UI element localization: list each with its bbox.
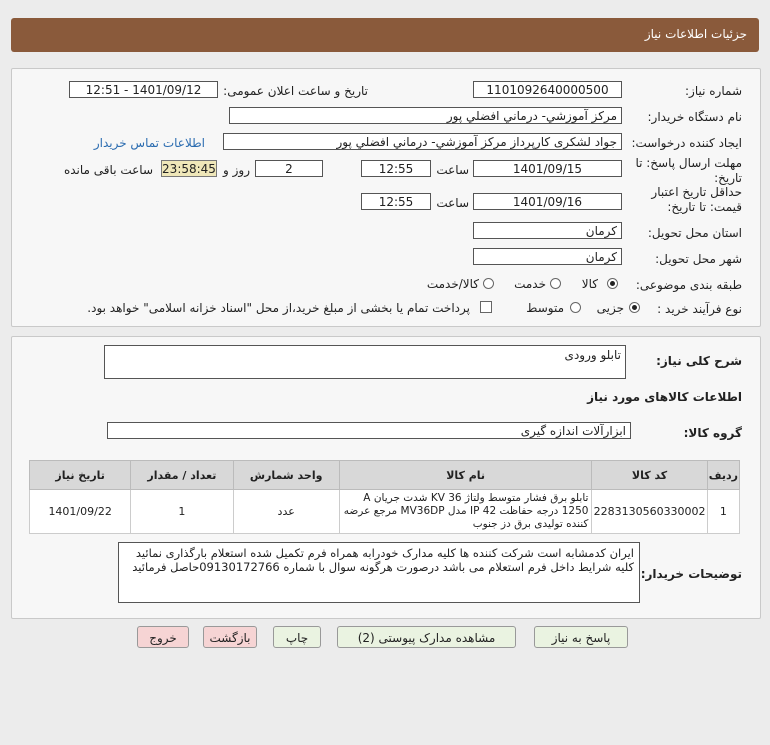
category-label: طبقه بندی موضوعی: (635, 278, 742, 292)
days-field[interactable]: 2 (255, 160, 323, 177)
cell-code: 2283130560330002 (592, 490, 707, 534)
goods-table-header (30, 461, 740, 490)
goods-table (29, 460, 740, 534)
goods-info-title: اطلاعات کالاهای مورد نیاز (587, 390, 742, 404)
days-label: روز و (223, 163, 250, 177)
category-both-label: کالا/خدمت (426, 277, 479, 291)
category-goods-label: کالا (581, 277, 598, 291)
col-name-header: نام کالا (339, 461, 592, 490)
purchase-medium-radio[interactable] (570, 302, 581, 313)
purchase-type-label: نوع فرآیند خرید : (657, 302, 742, 316)
buyer-notes-field[interactable]: ایران کدمشابه است شرکت کننده ها کلیه مدارک خودرابه همراه فرم تکمیل شده استعلام بارگذاری نمائید کلیه شرایط داخل فرم استعلام می باشد درصورت هرگونه سوال با شماره 09130172766حاصل فرمائید (118, 542, 640, 603)
purchase-medium-label: متوسط (526, 301, 564, 315)
buyer-org-field[interactable]: مرکز آموزشي- درماني افضلي پور (229, 107, 622, 124)
reply-time-label: ساعت (436, 163, 469, 177)
validity-date-field[interactable]: 1401/09/16 (473, 193, 622, 210)
goods-group-field[interactable]: ابزارآلات اندازه گیری (107, 422, 631, 439)
city-label: شهر محل تحویل: (655, 252, 742, 266)
category-goods-radio[interactable] (607, 278, 618, 289)
col-unit-header: واحد شمارش (233, 461, 339, 490)
reply-date-field[interactable]: 1401/09/15 (473, 160, 622, 177)
purchase-minor-label: جزیی (596, 301, 624, 315)
validity-label: حداقل تاریخ اعتبار قیمت: تا تاریخ: (651, 185, 742, 214)
cell-name: تابلو برق فشار متوسط ولتاژ KV 36 شدت جریان A 1250 درجه حفاظت IP 42 مدل MV36DP مرجع عرضه کننده تولیدی برق دز جنوب (339, 490, 592, 534)
announce-label: تاریخ و ساعت اعلان عمومی: (223, 84, 368, 98)
contact-buyer-link[interactable]: اطلاعات تماس خریدار (93, 136, 205, 150)
requester-field[interactable]: جواد لشکری کارپرداز مرکز آموزشي- درماني افضلي پور (223, 133, 622, 150)
category-both-radio[interactable] (483, 278, 494, 289)
page-header (11, 18, 759, 52)
validity-time-label: ساعت (436, 196, 469, 210)
exit-button[interactable]: خروج (137, 626, 189, 648)
treasury-checkbox[interactable] (480, 301, 492, 313)
category-service-label: خدمت (514, 277, 546, 291)
goods-group-label: گروه کالا: (683, 426, 742, 440)
cell-unit: عدد (233, 490, 339, 534)
announce-field[interactable]: 1401/09/12 - 12:51 (69, 81, 218, 98)
attachments-button[interactable]: مشاهده مدارک پیوستی (2) (337, 626, 516, 648)
cell-date: 1401/09/22 (30, 490, 131, 534)
need-desc-label: شرح کلی نیاز: (656, 354, 742, 368)
validity-time-field[interactable]: 12:55 (361, 193, 431, 210)
buyer-notes-label: توضیحات خریدار: (640, 567, 742, 581)
reply-time-field[interactable]: 12:55 (361, 160, 431, 177)
need-number-label: شماره نیاز: (685, 84, 742, 98)
reply-deadline-label: مهلت ارسال پاسخ: تا تاریخ: (635, 156, 742, 185)
col-qty-header: تعداد / مقدار (131, 461, 233, 490)
buyer-org-label: نام دستگاه خریدار: (647, 110, 742, 124)
back-button[interactable]: بازگشت (203, 626, 257, 648)
remaining-timer: 23:58:45 (162, 162, 216, 176)
category-service-radio[interactable] (550, 278, 561, 289)
reply-button[interactable]: پاسخ به نیاز (534, 626, 628, 648)
col-code-header: کد کالا (592, 461, 707, 490)
need-number-field[interactable]: 1101092640000500 (473, 81, 622, 98)
print-button[interactable]: چاپ (273, 626, 321, 648)
page-title: جزئیات اطلاعات نیاز (644, 27, 747, 41)
purchase-minor-radio[interactable] (629, 302, 640, 313)
province-field[interactable]: کرمان (473, 222, 622, 239)
cell-row: 1 (707, 490, 739, 534)
need-desc-field[interactable]: تابلو ورودی (104, 345, 626, 379)
treasury-note: پرداخت تمام یا بخشی از مبلغ خرید،از محل "اسناد خزانه اسلامی" خواهد بود. (87, 301, 470, 315)
province-label: استان محل تحویل: (647, 226, 742, 240)
col-date-header: تاریخ نیاز (30, 461, 131, 490)
requester-label: ایجاد کننده درخواست: (631, 136, 742, 150)
city-field[interactable]: کرمان (473, 248, 622, 265)
table-row (30, 490, 740, 534)
cell-qty: 1 (131, 490, 233, 534)
col-row-header: ردیف (707, 461, 739, 490)
remaining-label: ساعت باقی مانده (63, 163, 153, 177)
